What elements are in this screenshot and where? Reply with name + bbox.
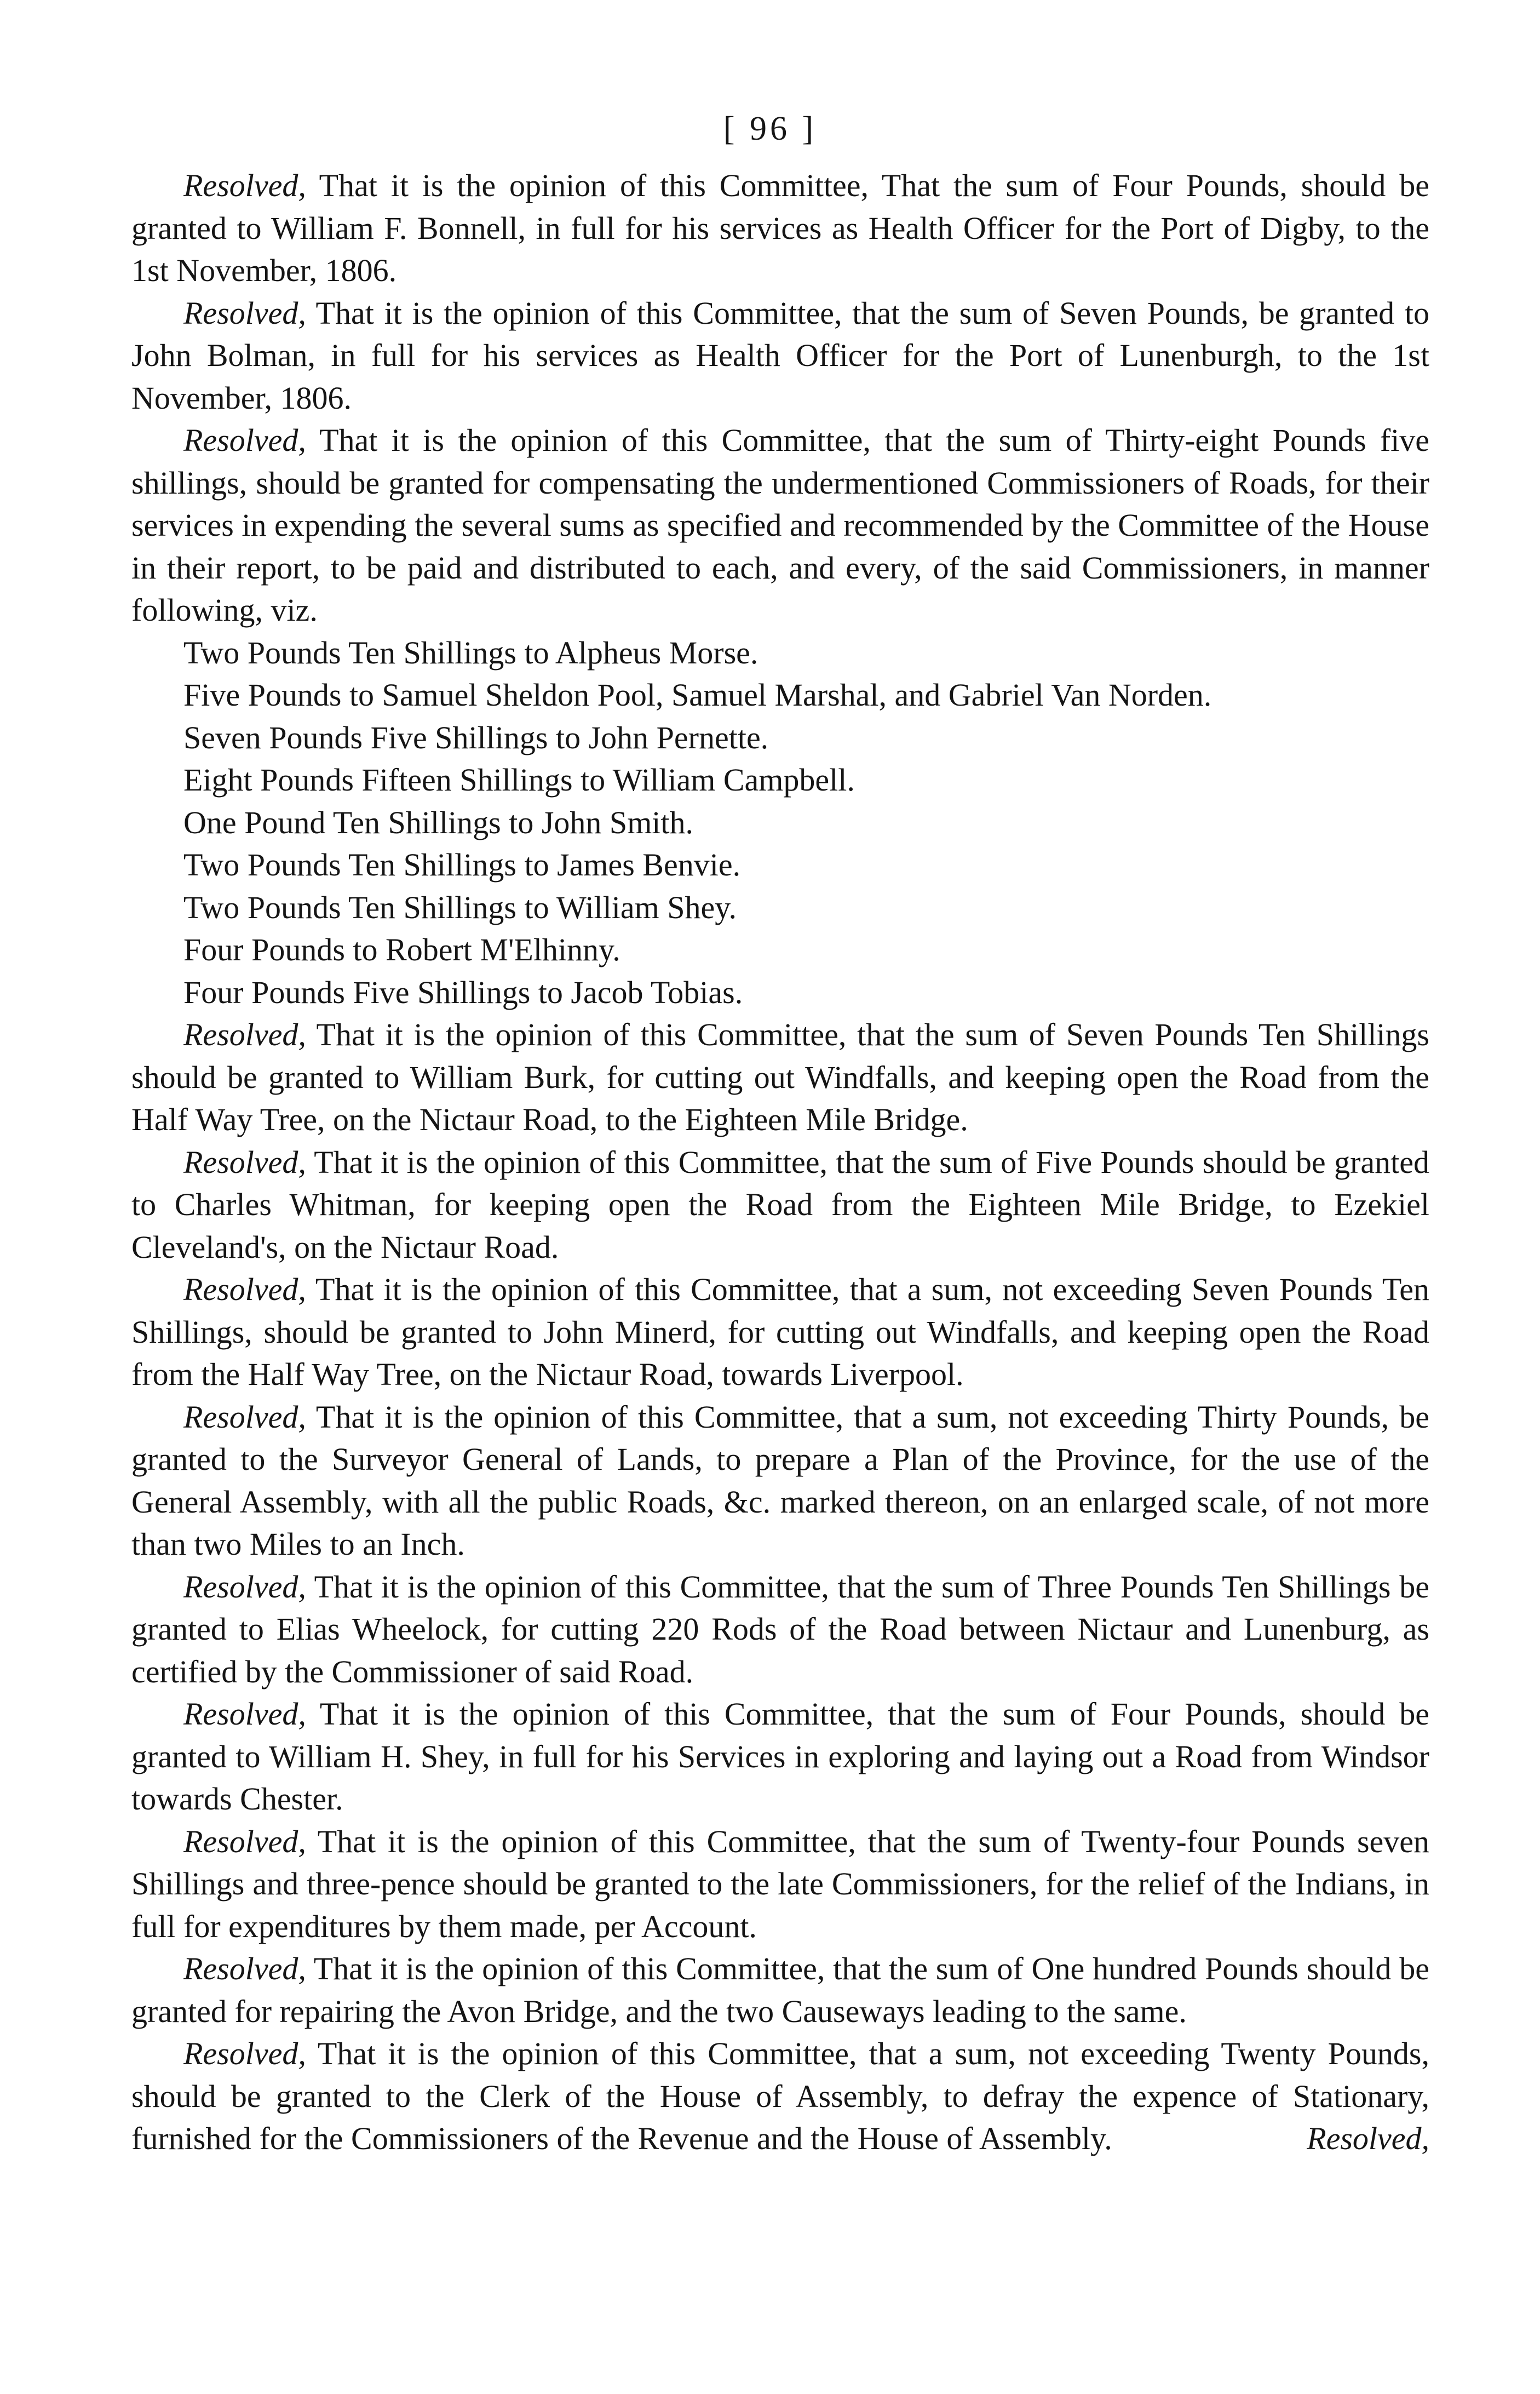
resolution-text: That it is the opinion of this Committee, that the sum of One hundred Pounds should be granted for repairing the Avon Bridge, and the two Causeways leading to the same. (131, 1951, 1429, 2029)
resolution-paragraph (131, 419, 1429, 632)
resolution-paragraph (131, 1948, 1429, 2032)
payment-item: Four Pounds to Robert M'Elhinny. (183, 932, 620, 967)
resolution-paragraph (131, 1693, 1429, 1820)
resolved-lead: Resolved, (183, 1568, 306, 1605)
resolved-lead: Resolved, (183, 1823, 306, 1859)
payment-item: Two Pounds Ten Shillings to Alpheus Morse. (183, 634, 758, 671)
resolved-lead: Resolved, (183, 168, 306, 203)
payment-item: Eight Pounds Fifteen Shillings to William Campbell. (183, 762, 855, 798)
resolution-text: That it is the opinion of this Committee, that the sum of Seven Pounds, be granted to John Bolman, in full for his services as Health Officer for the Port of Lunenburgh, to the 1st November, 1806. (131, 295, 1429, 416)
resolved-lead: Resolved, (183, 1017, 306, 1052)
payment-item: Seven Pounds Five Shillings to John Pernette. (183, 719, 769, 755)
resolution-paragraph (131, 1013, 1429, 1141)
payment-item: Two Pounds Ten Shillings to William Shey. (183, 889, 737, 925)
catchword: Resolved, (1307, 2121, 1429, 2156)
resolution-paragraph (131, 1141, 1429, 1269)
resolution-text: That it is the opinion of this Committee, that a sum, not exceeding Seven Pounds Ten Shillings, should be granted to John Minerd, for cutting out Windfalls, and keeping open the Road from the Half Way Tree, on the Nictaur Road, towards Liverpool. (131, 1272, 1429, 1392)
resolution-paragraph (131, 1396, 1429, 1566)
resolved-lead: Resolved, (183, 1144, 306, 1180)
resolution-text: That it is the opinion of this Committee, that a sum, not exceeding Twenty Pounds, should be granted to the Clerk of the House of Assembly, to defray the expence of Stationary, furnished for the Commissioners of the Revenue and the House of Assembly. (131, 2036, 1429, 2156)
resolved-lead: Resolved, (183, 1696, 306, 1732)
payment-item: Four Pounds Five Shillings to Jacob Tobias. (183, 974, 743, 1010)
resolution-text: That it is the opinion of this Committee, That the sum of Four Pounds, should be granted to William F. Bonnell, in full for his services as Health Officer for the Port of Digby, to the 1st November, 1806. (131, 168, 1429, 288)
resolved-lead: Resolved, (183, 1272, 306, 1307)
resolution-text: That it is the opinion of this Committee, that the sum of Seven Pounds Ten Shillings should be granted to William Burk, for cutting out Windfalls, and keeping open the Road from the Half Way Tree, on the Nictaur Road, to the Eighteen Mile Bridge. (131, 1017, 1429, 1137)
resolved-lead: Resolved, (183, 422, 306, 458)
page-number: [ 96 ] (723, 110, 817, 147)
page-body (131, 164, 1429, 2160)
resolved-lead: Resolved, (183, 1399, 306, 1435)
payment-item: One Pound Ten Shillings to John Smith. (183, 804, 694, 840)
resolution-paragraph (131, 1268, 1429, 1396)
payment-item: Two Pounds Ten Shillings to James Benvie. (183, 847, 741, 883)
resolution-text: That it is the opinion of this Committee, that the sum of Thirty-eight Pounds five shillings, should be granted for compensating the undermentioned Commissioners of Roads, for their services in expending the several sums as specified and recommended by the Committee of the House in their report, to be paid and distributed to each, and every, of the said Commissioners, in manner following, viz. (131, 422, 1429, 628)
payment-item: Five Pounds to Samuel Sheldon Pool, Samuel Marshal, and Gabriel Van Norden. (183, 677, 1212, 713)
resolution-text: That it is the opinion of this Committee, that the sum of Five Pounds should be granted to Charles Whitman, for keeping open the Road from the Eighteen Mile Bridge, to Ezekiel Cleveland's, on the Nictaur Road. (131, 1144, 1429, 1265)
resolution-text: That it is the opinion of this Committee, that the sum of Twenty-four Pounds seven Shillings and three-pence should be granted to the late Commissioners, for the relief of the Indians, in full for expenditures by them made, per Account. (131, 1823, 1429, 1944)
resolved-lead: Resolved, (183, 295, 306, 331)
resolved-lead: Resolved, (183, 1951, 306, 1986)
resolution-paragraph (131, 292, 1429, 420)
resolution-paragraph (131, 1566, 1429, 1693)
resolution-text: That it is the opinion of this Committee, that the sum of Four Pounds, should be granted to William H. Shey, in full for his Services in exploring and laying out a Road from Windsor towards Chester. (131, 1696, 1429, 1817)
resolution-paragraph (131, 164, 1429, 292)
resolution-text: That it is the opinion of this Committee, that the sum of Three Pounds Ten Shillings be granted to Elias Wheelock, for cutting 220 Rods of the Road between Nictaur and Lunenburg, as certified by the Commissioner of said Road. (131, 1568, 1429, 1689)
resolved-lead: Resolved, (183, 2036, 306, 2071)
resolution-paragraph (131, 1820, 1429, 1948)
resolution-text: That it is the opinion of this Committee, that a sum, not exceeding Thirty Pounds, be granted to the Surveyor General of Lands, to prepare a Plan of the Province, for the use of the General Assembly, with all the public Roads, &c. marked thereon, on an enlarged scale, of not more than two Miles to an Inch. (131, 1399, 1429, 1562)
